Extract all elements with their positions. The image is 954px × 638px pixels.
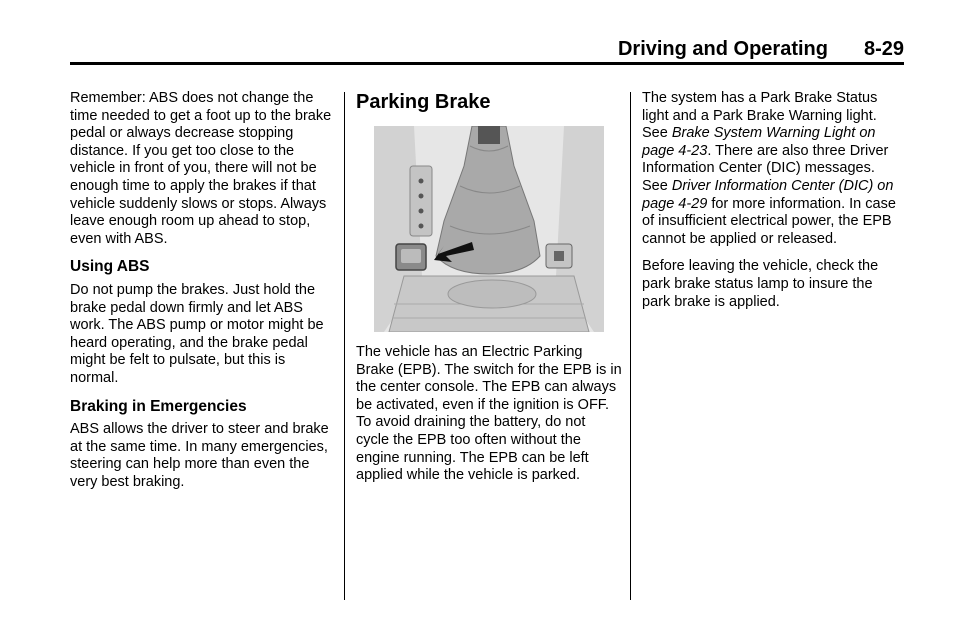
paragraph: Before leaving the vehicle, check the park brake status lamp to insure the park brake is applied. bbox=[642, 258, 879, 310]
shifter-knob bbox=[478, 126, 500, 144]
header-section-title: Driving and Operating bbox=[617, 38, 828, 60]
paragraph: Do not pump the brakes. Just hold the brake pedal down firmly and let ABS work. The ABS pump or motor might be heard operating, and the brake pedal might be felt to pulsate, but this is normal. bbox=[70, 281, 324, 386]
text-run: . There are also three Driver Information Center (DIC) messages. See bbox=[642, 142, 889, 194]
column-divider bbox=[630, 92, 631, 600]
column-1 bbox=[70, 90, 332, 501]
text-run: for more information. In case of insufficient electrical power, the EPB cannot be applied or released. bbox=[642, 195, 896, 247]
cross-reference-link: Driver Information Center (DIC) on page 4‑29 bbox=[642, 177, 894, 212]
header-rule bbox=[70, 62, 904, 65]
column-2 bbox=[356, 90, 622, 495]
header-page-number: 8-29 bbox=[863, 38, 904, 60]
cross-reference-link: Brake System Warning Light on page 4‑23 bbox=[642, 125, 876, 159]
center-console-illustration bbox=[374, 126, 604, 332]
cupholder bbox=[448, 280, 536, 308]
paragraph: ABS allows the driver to steer and brake at the same time. In many emergencies, steering can help more than even the very best braking. bbox=[70, 421, 329, 490]
column-divider bbox=[344, 92, 345, 600]
subheading-braking-in-emergencies: Braking in Emergencies bbox=[70, 397, 247, 415]
section-title-parking-brake: Parking Brake bbox=[356, 91, 491, 113]
paragraph bbox=[642, 90, 904, 248]
page-header bbox=[70, 36, 904, 66]
paragraph: Remember: ABS does not change the time needed to get a foot up to the brake pedal or always decrease stopping distance. If you get too close to the vehicle in front of you, there will not be enough time to apply the brakes if that vehicle suddenly slows or stops. Always leave enough room up ahead to stop, even with ABS. bbox=[70, 90, 332, 247]
paragraph: The vehicle has an Electric Parking Brake (EPB). The switch for the EPB is in the center console. The EPB can always be activated, even if the ignition is OFF. To avoid draining the battery, do not cycle the EPB too often without the engine running. The EPB can be left applied while the vehicle is parked. bbox=[356, 344, 622, 484]
column-3 bbox=[642, 90, 904, 321]
subheading-using-abs: Using ABS bbox=[70, 258, 150, 276]
text-run: The system has a Park Brake Status light and a Park Brake Warning light. See bbox=[642, 90, 878, 142]
